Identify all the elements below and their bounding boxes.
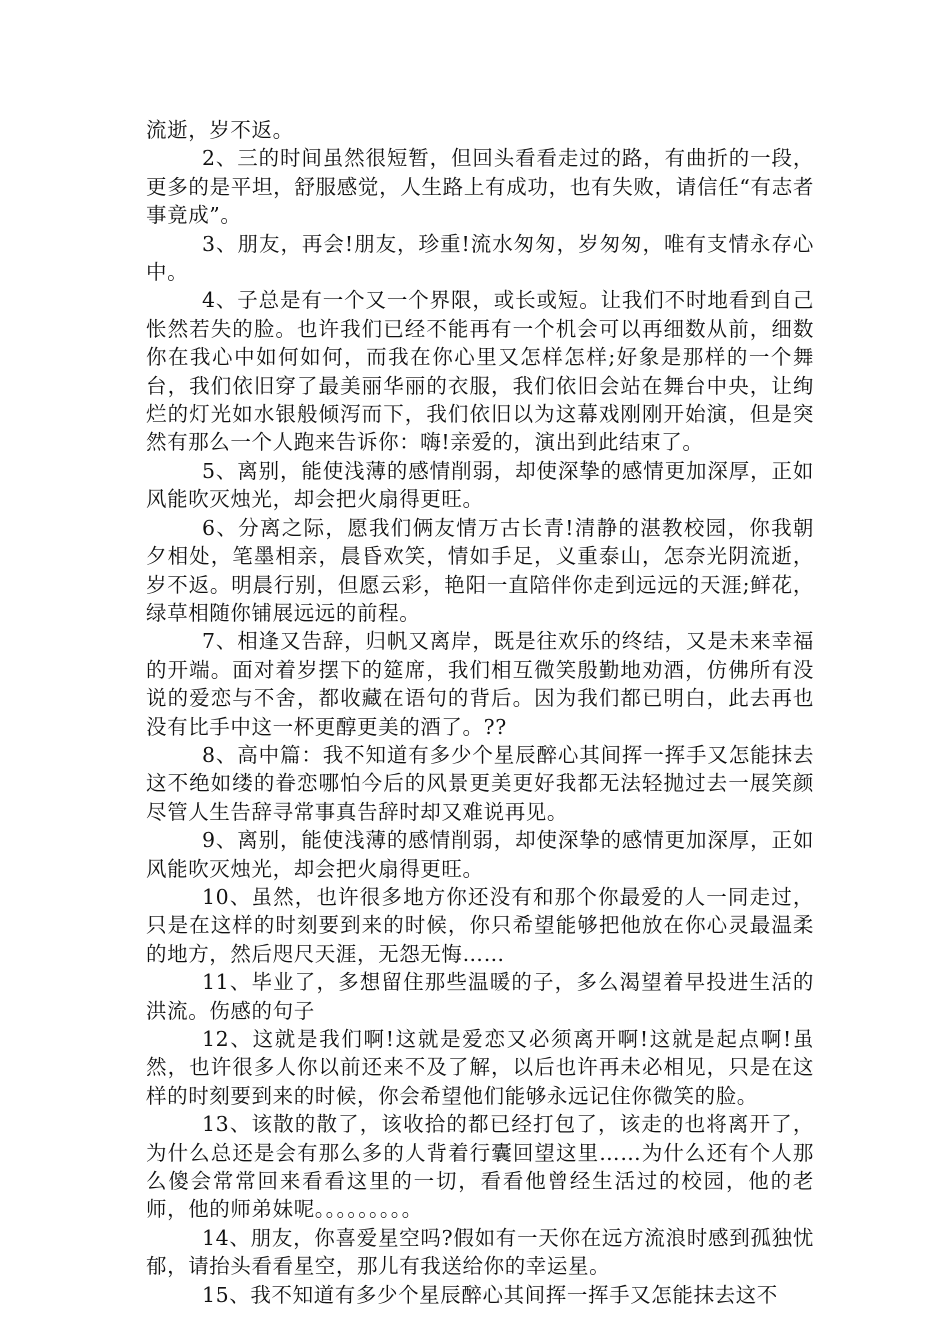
- paragraph-2: 2、三的时间虽然很短暂，但回头看看走过的路，有曲折的一段，更多的是平坦，舒服感觉，人生路上有成功，也有失败，请信任“有志者事竟成”。: [146, 146, 814, 228]
- paragraph-15: 15、我不知道有多少个星辰醉心其间挥一挥手又怎能抹去这不: [202, 1282, 778, 1307]
- paragraph-6: 6、分离之际，愿我们俩友情万古长青!清静的湛教校园，你我朝夕相处，笔墨相亲，晨昏欢笑，情如手足，义重泰山，怎奈光阴流逝，岁不返。明晨行别，但愿云彩，艳阳一直陪伴你走到远远的天涯;鲜花，绿草相随你铺展远远的前程。: [146, 515, 814, 625]
- paragraph-9: 9、离别，能使浅薄的感情削弱，却使深挚的感情更加深厚，正如风能吹灭烛光，却会把火扇得更旺。: [146, 828, 814, 881]
- paragraph-11: 11、毕业了，多想留住那些温暖的子，多么渴望着早投进生活的洪流。伤感的句子: [146, 970, 814, 1023]
- paragraph-8: 8、高中篇：我不知道有多少个星辰醉心其间挥一挥手又怎能抹去这不绝如缕的眷恋哪怕今后的风景更美更好我都无法轻抛过去一展笑颜尽管人生告辞寻常事真告辞时却又难说再见。: [146, 742, 814, 824]
- paragraph-7: 7、相逢又告辞，归帆又离岸，既是往欢乐的终结，又是未来幸福的开端。面对着岁摆下的筵席，我们相互微笑殷勤地劝酒，仿佛所有没说的爱恋与不舍，都收藏在语句的背后。因为我们都已明白，此去再也没有比手中这一杯更醇更美的酒了。??: [146, 629, 814, 739]
- document-body: [146, 116, 814, 1309]
- paragraph-10: 10、虽然，也许很多地方你还没有和那个你最爱的人一同走过，只是在这样的时刻要到来的时候，你只希望能够把他放在你心灵最温柔的地方，然后咫尺天涯，无怨无悔……: [146, 884, 814, 966]
- paragraph-1: 流逝，岁不返。: [146, 118, 294, 142]
- paragraph-4: 4、子总是有一个又一个界限，或长或短。让我们不时地看到自己怅然若失的脸。也许我们已经不能再有一个机会可以再细数从前，细数你在我心中如何如何，而我在你心里又怎样怎样;好象是那样的一个舞台，我们依旧穿了最美丽华丽的衣服，我们依旧会站在舞台中央，让绚烂的灯光如水银般倾泻而下，我们依旧以为这幕戏刚刚开始演，但是突然有那么一个人跑来告诉你：嗨!亲爱的，演出到此结束了。: [146, 288, 814, 455]
- paragraph-13: 13、该散的散了，该收拾的都已经打包了，该走的也将离开了，为什么总还是会有那么多的人背着行囊回望这里……为什么还有个人那么傻会常常回来看看这里的一切，看看他曾经生活过的校园，他的老师，他的师弟妹呢。。。。。。。。。: [146, 1112, 814, 1222]
- paragraph-3: 3、朋友，再会!朋友，珍重!流水匆匆，岁匆匆，唯有支情永存心中。: [146, 231, 814, 285]
- paragraph-14: 14、朋友，你喜爱星空吗?假如有一天你在远方流浪时感到孤独忧郁，请抬头看看星空，那儿有我送给你的幸运星。: [146, 1225, 814, 1279]
- paragraph-12: 12、这就是我们啊!这就是爱恋又必须离开啊!这就是起点啊!虽然，也许很多人你以前还来不及了解，以后也许再未必相见，只是在这样的时刻要到来的时候，你会希望他们能够永远记住你微笑的脸。: [146, 1027, 814, 1108]
- paragraph-5: 5、离别，能使浅薄的感情削弱，却使深挚的感情更加深厚，正如风能吹灭烛光，却会把火扇得更旺。: [146, 458, 814, 512]
